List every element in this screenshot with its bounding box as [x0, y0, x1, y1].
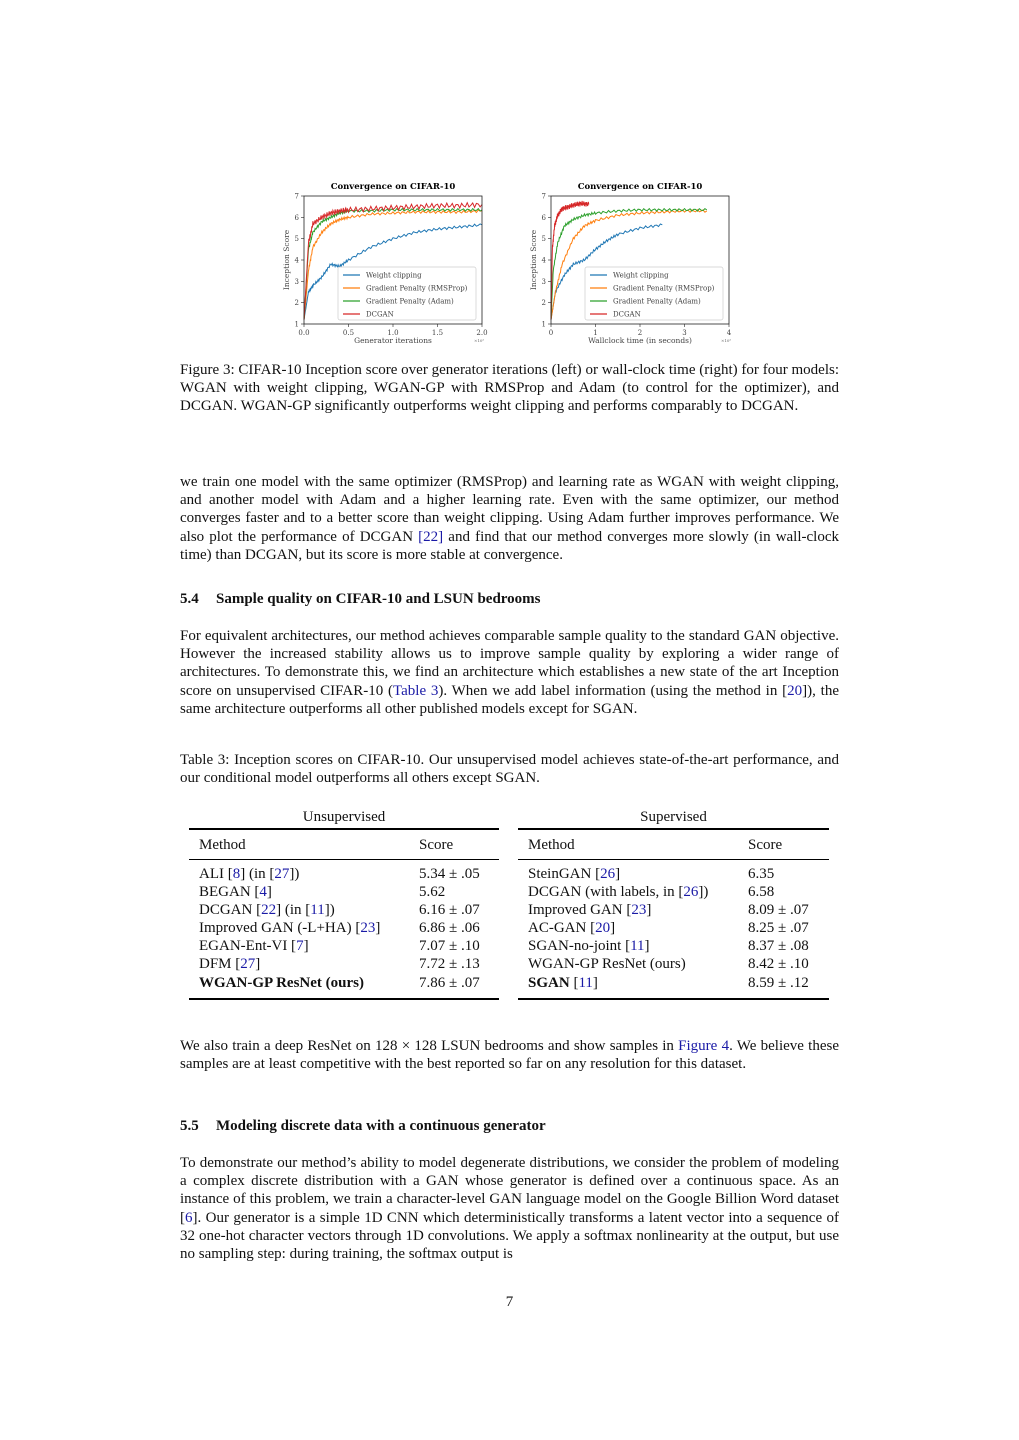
method-cell: WGAN-GP ResNet (ours)	[199, 974, 364, 991]
method-cell: SteinGAN [26]	[528, 866, 621, 882]
y-tick-label: 6	[294, 213, 299, 222]
citation-link[interactable]: 7	[296, 938, 304, 955]
citation-link[interactable]: [22]	[418, 528, 444, 545]
chart-left	[280, 178, 495, 358]
method-cell: EGAN-Ent-VI [7]	[199, 938, 309, 955]
citation-link[interactable]: 27	[240, 956, 256, 973]
score-cell: 8.37 ± .08	[748, 938, 809, 955]
table-3-link[interactable]: Table 3	[393, 682, 439, 699]
y-tick-label: 5	[294, 235, 299, 244]
method-cell: WGAN-GP ResNet (ours)	[528, 956, 686, 973]
y-tick-label: 2	[294, 299, 299, 308]
y-tick-label: 2	[541, 299, 546, 308]
citation-link[interactable]: 23	[360, 920, 376, 937]
y-tick-label: 7	[294, 192, 299, 201]
chart-right	[527, 178, 742, 358]
x-multiplier: ×10⁵	[721, 338, 732, 343]
legend-label: DCGAN	[366, 310, 394, 319]
legend-label: DCGAN	[613, 310, 641, 319]
citation-link[interactable]: 11	[630, 938, 645, 955]
x-tick-label: 2	[637, 329, 643, 337]
paragraph-lsun: We also train a deep ResNet on 128 × 128 LSUN bedrooms and show samples in Figure 4. We believe these samples are at least competitive with the best reported so far on any resolution for this dataset.	[180, 1038, 839, 1073]
legend-label: Gradient Penalty (RMSProp)	[613, 284, 715, 293]
y-tick-label: 3	[541, 277, 546, 286]
citation-link[interactable]: 11	[310, 902, 325, 919]
citation-link[interactable]: 23	[631, 902, 647, 919]
legend-label: Gradient Penalty (Adam)	[366, 297, 454, 306]
x-tick-label: 1.0	[387, 329, 399, 337]
y-tick-label: 4	[294, 256, 299, 265]
x-axis-label: Generator iterations	[354, 336, 432, 345]
legend-label: Weight clipping	[366, 271, 422, 280]
table-3	[189, 806, 829, 1006]
table-row	[518, 883, 829, 901]
table-row	[189, 883, 499, 901]
method-cell: BEGAN [4]	[199, 884, 272, 901]
citation-link[interactable]: 26	[683, 884, 699, 901]
citation-link[interactable]: 8	[232, 866, 241, 882]
method-cell: DFM [27]	[199, 956, 261, 973]
y-axis-label: Inception Score	[529, 229, 538, 291]
table-row	[189, 919, 499, 937]
score-cell: 8.25 ± .07	[748, 920, 809, 937]
method-cell: SGAN-no-joint [11]	[528, 938, 650, 955]
method-cell: SGAN [11]	[528, 974, 598, 991]
page-number: 7	[505, 1294, 514, 1310]
table-row	[518, 955, 829, 973]
y-tick-label: 5	[541, 235, 546, 244]
column-header-score: Score	[409, 829, 499, 860]
citation-link[interactable]: 27	[274, 866, 290, 882]
method-cell: DCGAN (with labels, in [26])	[528, 884, 709, 901]
score-cell: 6.86 ± .06	[419, 920, 480, 937]
y-axis-label: Inception Score	[282, 229, 291, 291]
legend-label: Gradient Penalty (Adam)	[613, 297, 701, 306]
y-tick-label: 6	[541, 213, 546, 222]
x-tick-label: 0	[548, 329, 554, 337]
column-header-method: Method	[189, 829, 409, 860]
table-row	[189, 955, 499, 973]
score-cell: 6.35	[748, 866, 775, 882]
method-cell: Improved GAN (-L+HA) [23]	[199, 920, 381, 937]
x-tick-label: 0.5	[342, 329, 355, 337]
table-row	[518, 901, 829, 919]
table-row	[189, 901, 499, 919]
x-tick-label: 1	[593, 329, 598, 337]
y-tick-label: 4	[541, 256, 546, 265]
table-title: Supervised	[640, 809, 707, 825]
figure-3	[280, 178, 750, 353]
table-row	[189, 974, 499, 999]
x-axis-label: Wallclock time (in seconds)	[588, 336, 692, 345]
table-row	[518, 919, 829, 937]
paragraph-discrete: To demonstrate our method’s ability to model degenerate distributions, we consider the problem of modeling a complex discrete distribution with a GAN whose generator is defined over a continuous space. As an instance of this problem, we train a character-level GAN language model on the Google Billion Word dataset [6]. Our generator is a simple 1D CNN which deterministically transforms a latent vector into a sequence of 32 one-hot character vectors through 1D convolutions. We apply a softmax nonlinearity at the output, but use no sampling step: during training, the softmax output is	[180, 1155, 839, 1263]
method-cell: Improved GAN [23]	[528, 902, 652, 919]
y-tick-label: 7	[541, 192, 546, 201]
score-cell: 7.07 ± .10	[419, 938, 480, 955]
citation-link[interactable]: 22	[261, 902, 277, 919]
score-cell: 6.58	[748, 884, 775, 901]
chart-left-svg	[280, 178, 495, 353]
table-caption: Table 3: Inception scores on CIFAR-10. Our unsupervised model achieves state-of-the-art performance, and our conditional model outperforms all others except SGAN.	[180, 752, 839, 787]
table-unsupervised	[189, 806, 499, 1000]
legend-label: Weight clipping	[613, 271, 669, 280]
legend-label: Gradient Penalty (RMSProp)	[366, 284, 468, 293]
table-row	[189, 860, 499, 884]
method-cell: DCGAN [22] (in [11])	[199, 902, 335, 919]
score-cell: 5.34 ± .05	[419, 866, 480, 882]
citation-link[interactable]: 6	[185, 1209, 193, 1226]
chart-title: Convergence on CIFAR-10	[330, 182, 456, 192]
citation-link[interactable]: 26	[600, 866, 616, 882]
citation-link[interactable]: 20	[787, 682, 803, 699]
method-cell: ALI [8] (in [27])	[199, 866, 300, 882]
method-cell: AC-GAN [20]	[528, 920, 616, 937]
paragraph-optimizer: we train one model with the same optimizer (RMSProp) and learning rate as WGAN with weight clipping, and another model with Adam and a higher learning rate. Even with the same optimizer, our method converges faster and to a better score than weight clipping. Using Adam further improves performance. We also plot the performance of DCGAN [22] and find that our method converges more slowly (in wall-clock time) than DCGAN, but its score is more stable at convergence.	[180, 474, 839, 563]
y-tick-label: 1	[541, 320, 546, 329]
table-supervised	[518, 806, 829, 1000]
score-cell: 5.62	[419, 884, 446, 901]
column-header-method: Method	[518, 829, 738, 860]
citation-link[interactable]: 20	[595, 920, 611, 937]
table-row	[518, 937, 829, 955]
score-cell: 7.72 ± .13	[419, 956, 480, 973]
y-tick-label: 1	[294, 320, 299, 329]
score-cell: 8.59 ± .12	[748, 974, 809, 991]
x-tick-label: 4	[726, 329, 732, 337]
citation-link[interactable]: 11	[578, 974, 593, 991]
table-row	[189, 937, 499, 955]
figure-caption: Figure 3: CIFAR-10 Inception score over generator iterations (left) or wall-clock time (right) for four models: WGAN with weight clipping, WGAN-GP with RMSProp and Adam (to control for the optimizer), and DCGAN. WGAN-GP significantly outperforms weight clipping and performs comparably to DCGAN.	[180, 362, 839, 415]
figure-4-link[interactable]: Figure 4	[678, 1038, 730, 1054]
x-tick-label: 1.5	[431, 329, 444, 337]
column-header-score: Score	[738, 829, 829, 860]
score-cell: 6.16 ± .07	[419, 902, 480, 919]
x-tick-label: 2.0	[476, 329, 488, 337]
table-row	[518, 974, 829, 999]
chart-right-svg	[527, 178, 742, 353]
x-multiplier: ×10⁵	[474, 338, 485, 343]
section-heading-5-5: 5.5 Modeling discrete data with a continuous generator	[180, 1118, 546, 1134]
table-row	[518, 860, 829, 884]
score-cell: 8.09 ± .07	[748, 902, 809, 919]
x-tick-label: 3	[682, 329, 687, 337]
chart-title: Convergence on CIFAR-10	[577, 182, 703, 192]
x-tick-label: 0.0	[298, 329, 310, 337]
citation-link[interactable]: 4	[259, 884, 267, 901]
score-cell: 8.42 ± .10	[748, 956, 809, 973]
score-cell: 7.86 ± .07	[419, 974, 480, 991]
section-heading-5-4: 5.4 Sample quality on CIFAR-10 and LSUN bedrooms	[180, 591, 541, 607]
table-title: Unsupervised	[302, 809, 386, 825]
y-tick-label: 3	[294, 277, 299, 286]
paragraph-sample-quality: For equivalent architectures, our method achieves comparable sample quality to the standard GAN objective. However the increased stability allows us to improve sample quality by exploring a wider range of architectures. To demonstrate this, we find an architecture which establishes a new state of the art Inception score on unsupervised CIFAR-10 (Table 3). When we add label information (using the method in [20]), the same architecture outperforms all other published models except for SGAN.	[180, 628, 839, 717]
